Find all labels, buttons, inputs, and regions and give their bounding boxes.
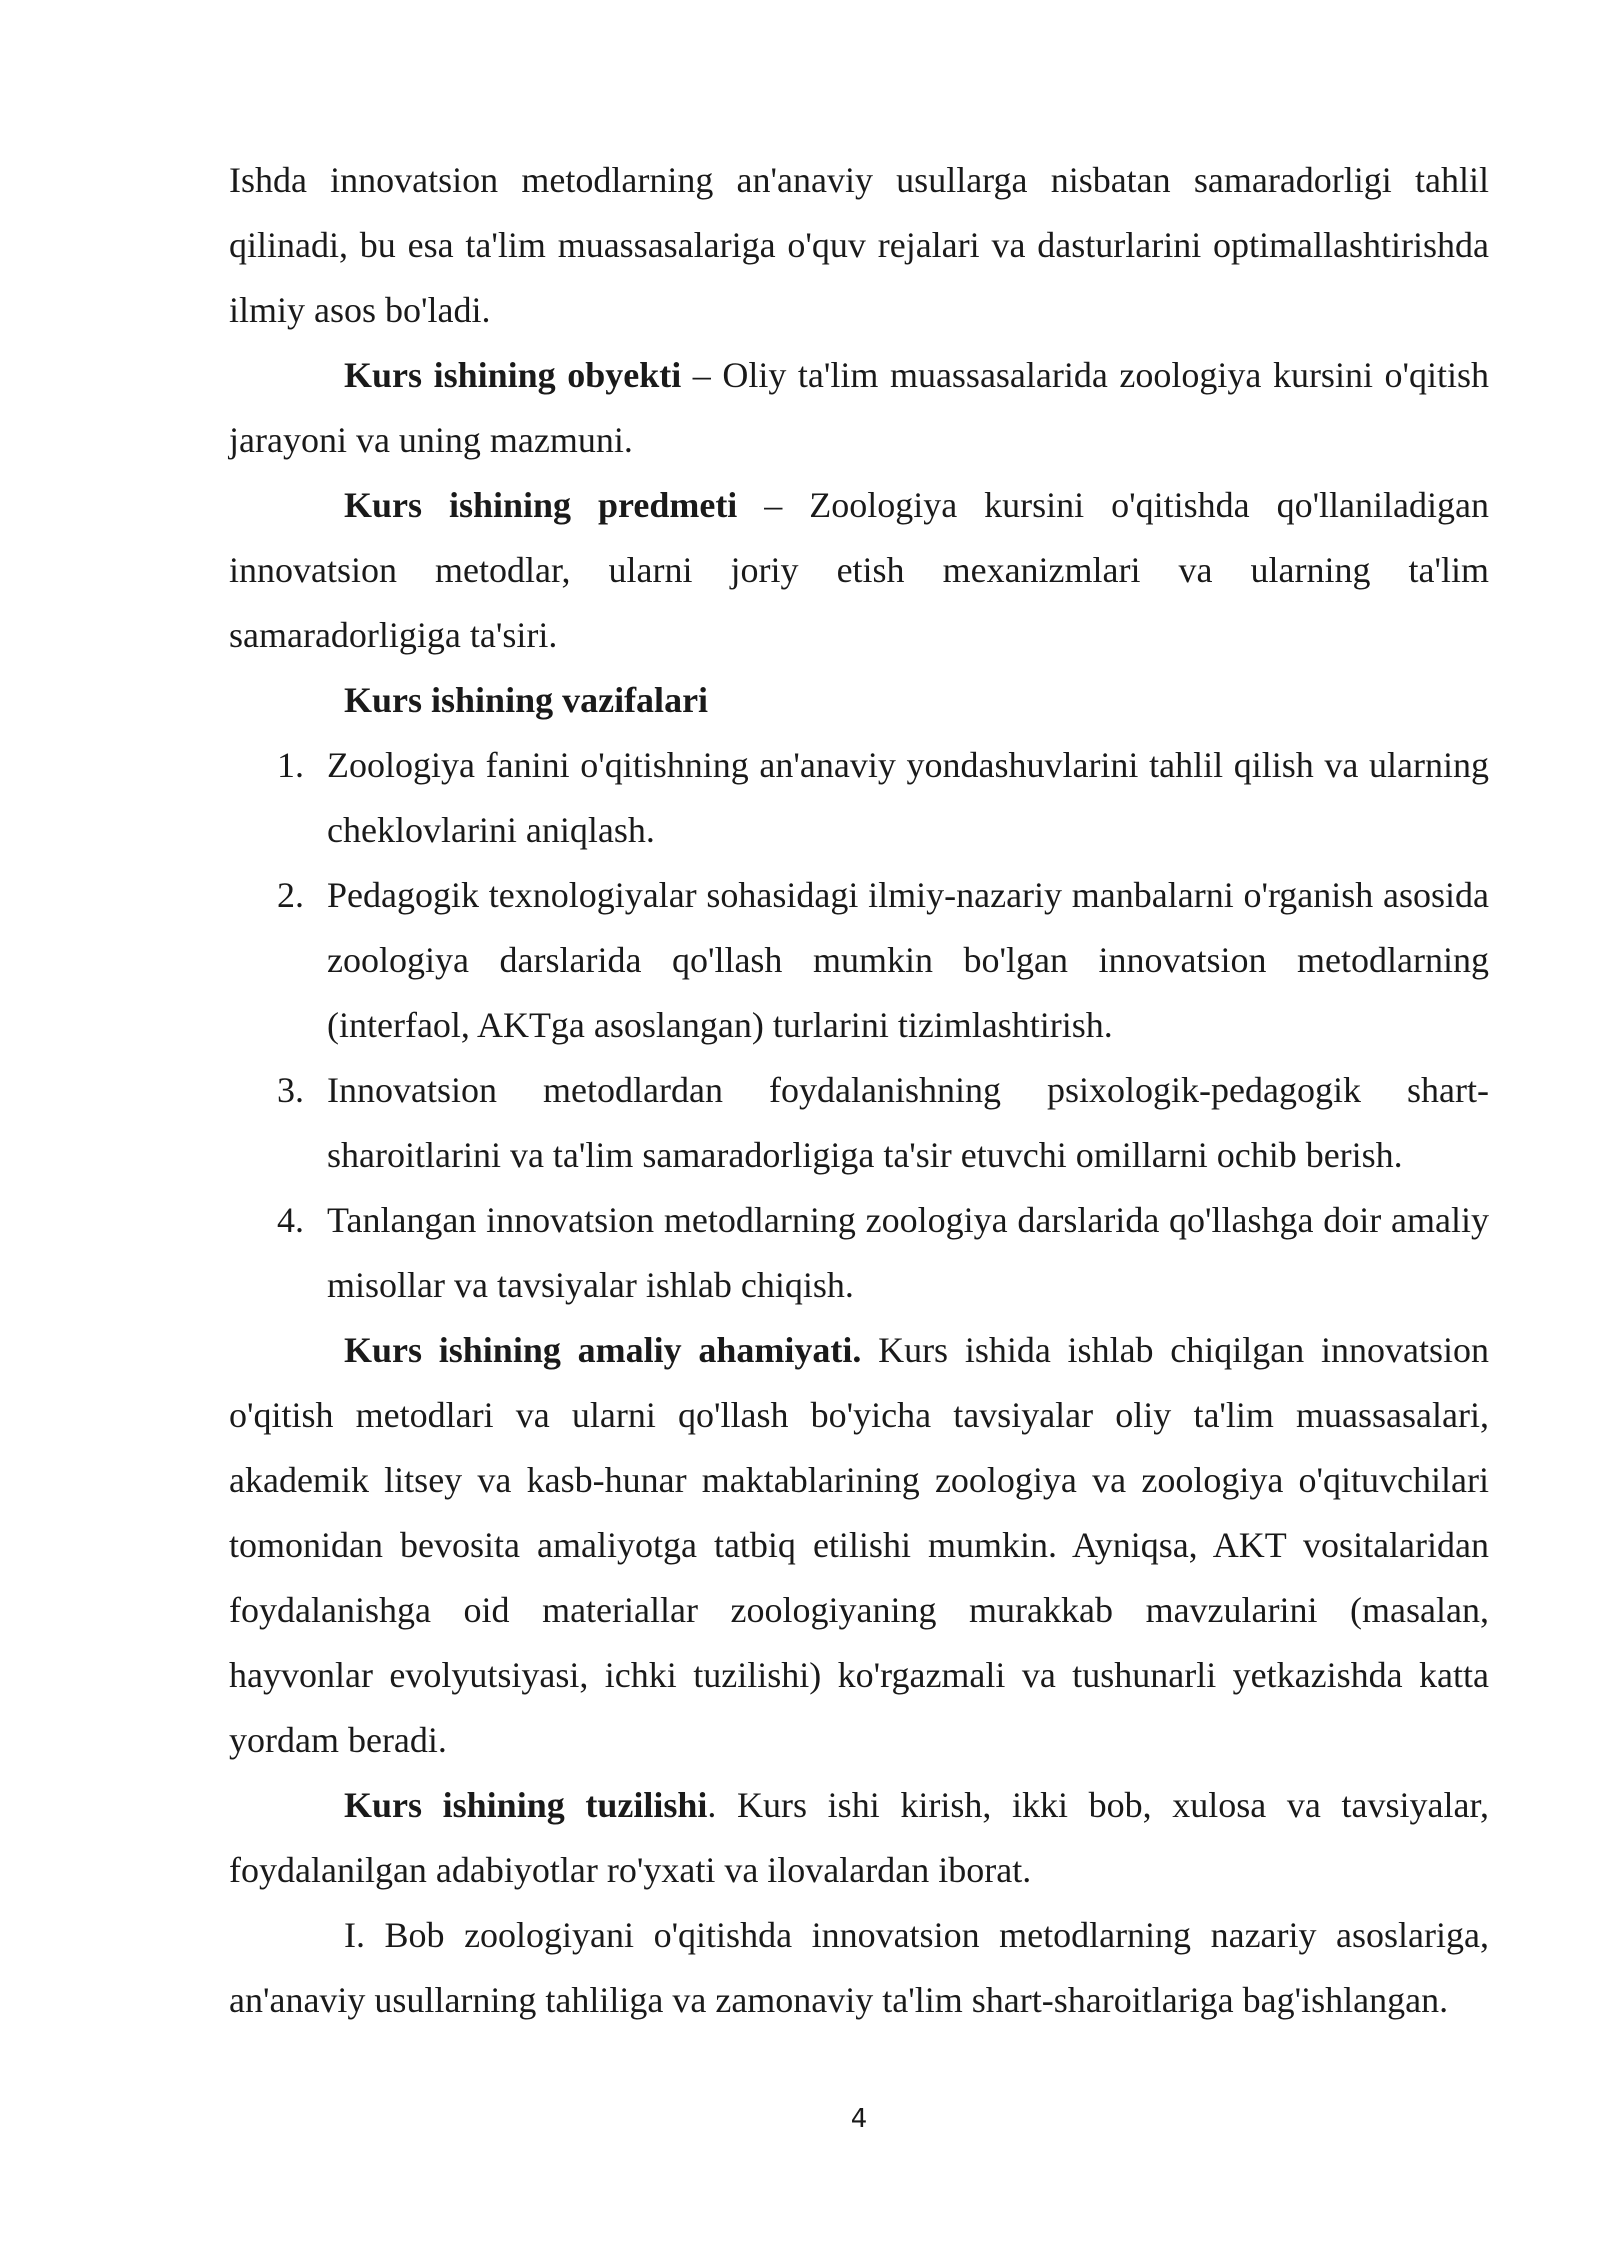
list-item-number: 2. — [277, 875, 304, 915]
list-item-number: 3. — [277, 1070, 304, 1110]
list-item-text: Zoologiya fanini o'qitishning an'anaviy yondashuvlarini tahlil qilish va ularning cheklovlarini aniqlash. — [327, 745, 1489, 850]
page-number: 4 — [850, 2104, 868, 2134]
list-item — [229, 1058, 1489, 1188]
structure-paragraph — [229, 1773, 1489, 1903]
structure-text: . Kurs ishi kirish, ikki bob, xulosa va tavsiyalar, foydalanilgan adabiyotlar ro'yxati va ilovalardan iborat. — [229, 1785, 1490, 1890]
practical-label: Kurs ishining amaliy ahamiyati. — [344, 1330, 862, 1370]
subject-label: Kurs ishining predmeti — [344, 485, 738, 525]
tasks-heading: Kurs ishining vazifalari — [344, 680, 709, 720]
practical-text: Kurs ishida ishlab chiqilgan innovatsion o'qitish metodlari va ularni qo'llash bo'yicha tavsiyalar oliy ta'lim muassasalari, akademik litsey va kasb-hunar maktablarining zoologiya va zoologiya o'qituvchilari tomonidan bevosita amaliyotga tatbiq etilishi mumkin. Ayniqsa, AKT vositalaridan foydalanishga oid materiallar zoologiyaning murakkab mavzularini (masalan, hayvonlar evolyutsiyasi, ichki tuzilishi) ko'rgazmali va tushunarli yetkazishda katta yordam beradi. — [229, 1330, 1489, 1760]
list-item — [229, 863, 1489, 1058]
list-item-number: 1. — [277, 745, 304, 785]
list-item-text: Pedagogik texnologiyalar sohasidagi ilmiy-nazariy manbalarni o'rganish asosida zoologiya darslarida qo'llash mumkin bo'lgan innovatsion metodlarning (interfaol, AKTga asoslangan) turlarini tizimlashtirish. — [327, 875, 1489, 1045]
document-page — [229, 148, 1489, 2033]
object-text: – Oliy ta'lim muassasalarida zoologiya kursini o'qitish jarayoni va uning mazmuni. — [229, 355, 1490, 460]
list-item-number: 4. — [277, 1200, 304, 1240]
intro-paragraph: Ishda innovatsion metodlarning an'anaviy usullarga nisbatan samaradorligi tahlil qilinadi, bu esa ta'lim muassasalariga o'quv rejalari va dasturlarini optimallashtirishda ilmiy asos bo'ladi. — [229, 160, 1489, 330]
subject-text: – Zoologiya kursini o'qitishda qo'llaniladigan innovatsion metodlar, ularni joriy etish mexanizmlari va ularning ta'lim samaradorligiga ta'siri. — [229, 485, 1490, 655]
object-paragraph — [229, 343, 1489, 473]
chapter-paragraph: I. Bob zoologiyani o'qitishda innovatsion metodlarning nazariy asoslariga, an'anaviy usullarning tahliliga va zamonaviy ta'lim shart-sharoitlariga bag'ishlangan. — [229, 1915, 1489, 2020]
list-item — [229, 1188, 1489, 1318]
subject-paragraph — [229, 473, 1489, 668]
structure-label: Kurs ishining tuzilishi — [344, 1785, 708, 1825]
list-item — [229, 733, 1489, 863]
list-item-text: Tanlangan innovatsion metodlarning zoologiya darslarida qo'llashga doir amaliy misollar va tavsiyalar ishlab chiqish. — [327, 1200, 1489, 1305]
list-item-text: Innovatsion metodlardan foydalanishning psixologik-pedagogik shart-sharoitlarini va ta'lim samaradorligiga ta'sir etuvchi omillarni ochib berish. — [327, 1070, 1489, 1175]
practical-paragraph — [229, 1318, 1489, 1773]
tasks-list — [229, 733, 1489, 1318]
object-label: Kurs ishining obyekti — [344, 355, 682, 395]
